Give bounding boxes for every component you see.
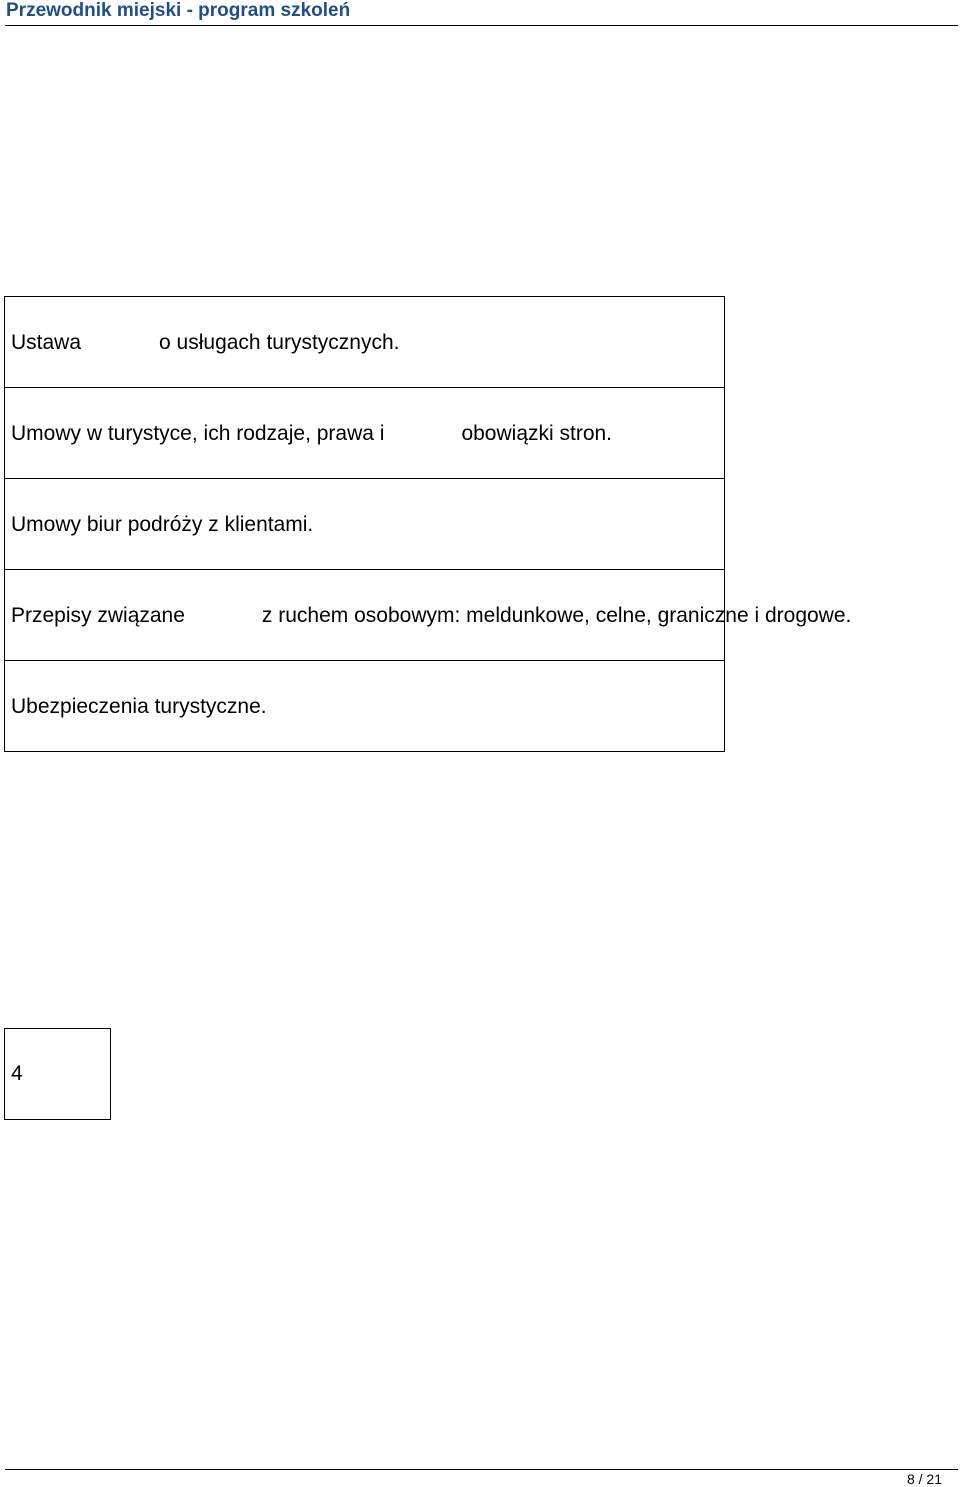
topic-text-part: Ustawa xyxy=(11,331,82,354)
topic-text-part: Umowy biur podróży z klientami. xyxy=(11,513,314,536)
section-number: 4 xyxy=(11,1062,23,1085)
page-counter: 8 / 21 xyxy=(906,1471,942,1487)
table-row xyxy=(5,388,725,479)
topic-text xyxy=(11,422,612,445)
table-row xyxy=(5,661,725,752)
topic-text xyxy=(11,604,851,627)
topic-cell xyxy=(5,297,725,388)
topic-text xyxy=(11,695,267,718)
table-row xyxy=(5,570,725,661)
topic-text-part: o usługach turystycznych. xyxy=(159,331,400,354)
topic-text-part: obowiązki stron. xyxy=(461,422,613,445)
footer-divider xyxy=(5,1469,958,1470)
topic-text-part: z ruchem osobowym: meldunkowe, celne, graniczne i drogowe. xyxy=(261,604,852,627)
topics-table xyxy=(4,296,852,752)
page-header xyxy=(0,0,960,28)
table-row xyxy=(5,479,725,570)
topic-text-part: Przepisy związane xyxy=(11,604,185,627)
topic-text xyxy=(11,513,313,536)
topic-text-part: Ubezpieczenia turystyczne. xyxy=(11,695,267,718)
topic-cell xyxy=(5,388,725,479)
topic-text xyxy=(11,331,399,354)
topic-text-part: Umowy w turystyce, ich rodzaje, prawa i xyxy=(11,422,385,445)
table-row xyxy=(5,297,725,388)
section-number-box xyxy=(4,1028,111,1120)
topic-cell xyxy=(5,479,725,570)
topic-cell xyxy=(5,661,725,752)
document-title: Przewodnik miejski - program szkoleń xyxy=(6,0,351,21)
topic-cell xyxy=(5,570,852,661)
header-divider xyxy=(5,25,958,26)
